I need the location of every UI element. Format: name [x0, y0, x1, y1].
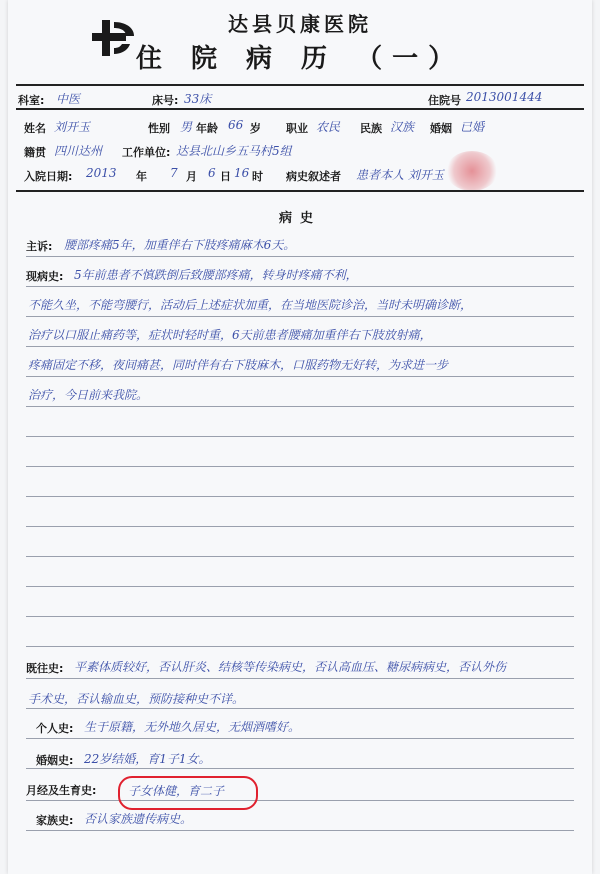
personal-history-value: 生于原籍，无外地久居史，无烟酒嗜好。 [84, 720, 301, 734]
narrator-value: 患者本人 刘开玉 [356, 168, 444, 182]
native-label: 籍贯 [24, 146, 46, 159]
row1-rule [16, 108, 584, 110]
header-rule [16, 84, 584, 86]
admission-no-value: 2013001444 [466, 90, 543, 104]
admit-month-unit: 月 [186, 170, 197, 183]
ruled-line [26, 496, 574, 497]
native-value: 四川达州 [54, 144, 103, 158]
ruled-line [26, 800, 574, 801]
age-value: 66 [228, 118, 244, 132]
ruled-line [26, 556, 574, 557]
chief-complaint-value: 腰部疼痛5年，加重伴右下肢疼痛麻木6天。 [64, 238, 296, 252]
red-seal-stamp [446, 151, 498, 191]
present-illness-line: 不能久坐，不能弯腰行，活动后上述症状加重，在当地医院诊治，当时未明确诊断， [28, 298, 473, 312]
admit-day: 6 [208, 166, 216, 180]
sex-label: 性别 [148, 122, 170, 135]
past-history-line: 平素体质较好，否认肝炎、结核等传染病史，否认高血压、糖尿病病史，否认外伤 [74, 660, 507, 674]
ruled-line [26, 316, 574, 317]
ruled-line [26, 708, 574, 709]
admit-month: 7 [170, 166, 178, 180]
bed-label: 床号: [152, 94, 179, 107]
ruled-line [26, 436, 574, 437]
bed-value: 33床 [184, 92, 212, 106]
ruled-line [26, 256, 574, 257]
ruled-line [26, 646, 574, 647]
admission-no-label: 住院号 [428, 94, 461, 107]
name-label: 姓名 [24, 122, 46, 135]
marital-history-value: 22岁结婚，育1子1女。 [84, 752, 211, 766]
hospital-name: 达县贝康医院 [228, 12, 372, 36]
present-illness-label: 现病史: [26, 270, 64, 283]
ruled-line [26, 376, 574, 377]
ruled-line [26, 286, 574, 287]
marital-history-label: 婚姻史: [36, 754, 74, 767]
ruled-line [26, 406, 574, 407]
ruled-line [26, 616, 574, 617]
family-history-label: 家族史: [36, 814, 74, 827]
present-illness-line: 5年前患者不慎跌倒后致腰部疼痛，转身时疼痛不利， [74, 268, 358, 282]
department-label: 科室: [18, 94, 45, 107]
ruled-line [26, 678, 574, 679]
present-illness-line: 治疗以口服止痛药等，症状时轻时重，6天前患者腰痛加重伴右下肢放射痛， [28, 328, 432, 342]
ruled-line [26, 768, 574, 769]
ruled-line [26, 346, 574, 347]
narrator-label: 病史叙述者 [286, 170, 341, 183]
department-value: 中医 [56, 92, 81, 106]
marriage-label: 婚姻 [430, 122, 452, 135]
admit-year-unit: 年 [136, 170, 147, 183]
occupation-value: 农民 [316, 120, 341, 134]
admit-date-label: 入院日期: [24, 170, 73, 183]
present-illness-line: 疼痛固定不移，夜间痛甚，同时伴有右下肢麻木，口服药物无好转，为求进一步 [28, 358, 449, 372]
ruled-line [26, 830, 574, 831]
ethnicity-value: 汉族 [390, 120, 415, 134]
ruled-line [26, 526, 574, 527]
age-unit: 岁 [250, 122, 261, 135]
sex-value: 男 [180, 120, 193, 134]
menstrual-history-label: 月经及生育史: [26, 784, 97, 797]
family-history-value: 否认家族遗传病史。 [84, 812, 193, 826]
menstrual-history-value: 子女体健，育二子 [128, 784, 225, 798]
ruled-line [26, 738, 574, 739]
personal-history-label: 个人史: [36, 722, 74, 735]
ruled-line [26, 466, 574, 467]
admit-day-unit: 日 [220, 170, 231, 183]
age-label: 年龄 [196, 122, 218, 135]
record-title: 住 院 病 历 （一） [135, 44, 465, 74]
admit-year: 2013 [86, 166, 117, 180]
info-bottom-rule [16, 190, 584, 192]
work-value: 达县北山乡五马村5组 [176, 144, 292, 158]
ruled-line [26, 586, 574, 587]
present-illness-line: 治疗，今日前来我院。 [28, 388, 149, 402]
name-value: 刘开玉 [54, 120, 91, 134]
occupation-label: 职业 [286, 122, 308, 135]
admit-hour-unit: 时 [252, 170, 263, 183]
ethnicity-label: 民族 [360, 122, 382, 135]
marriage-value: 已婚 [460, 120, 485, 134]
past-history-label: 既往史: [26, 662, 64, 675]
red-circle-annotation [118, 776, 258, 810]
history-section-title: 病史 [278, 211, 321, 226]
admit-hour: 16 [234, 166, 250, 180]
past-history-line: 手术史，否认输血史，预防接种史不详。 [28, 692, 245, 706]
work-label: 工作单位: [122, 146, 171, 159]
chief-complaint-label: 主诉: [26, 240, 53, 253]
medical-record-page [8, 0, 592, 874]
